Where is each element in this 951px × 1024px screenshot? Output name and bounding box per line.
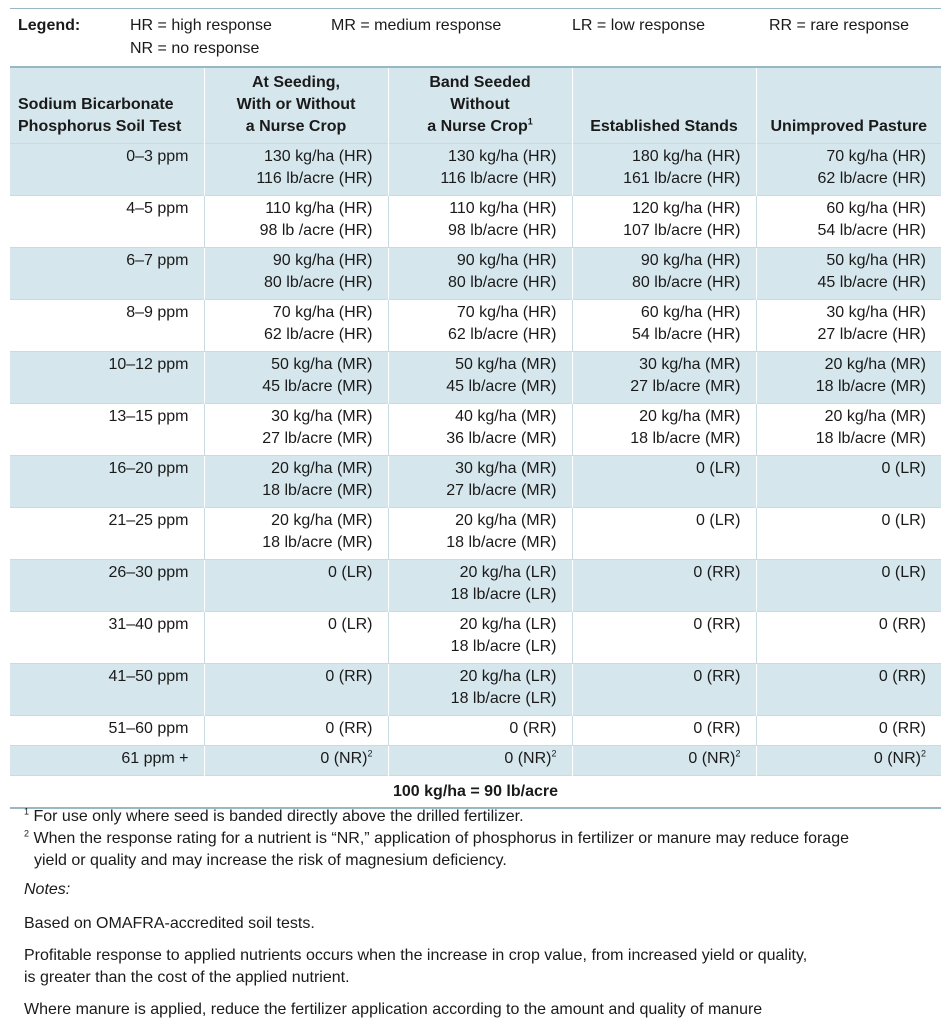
rate-cell (756, 144, 941, 196)
rate-value: 30 kg/ha (MR) (271, 408, 373, 425)
rate-cell (756, 560, 941, 612)
rate-cell (204, 746, 388, 776)
soil-test-range: 8–9 ppm (10, 300, 204, 352)
rate-value: 50 kg/ha (HR) (826, 252, 926, 269)
rate-value: 0 (RR) (693, 668, 741, 685)
rate-value: 54 lb/acre (HR) (632, 326, 741, 343)
footnote-1-mark: 1 (24, 806, 30, 817)
rate-value: 98 lb/acre (HR) (448, 222, 557, 239)
rate-value: 0 (RR) (325, 668, 373, 685)
legend-lr: LR = low response (572, 17, 705, 34)
table-row (10, 746, 941, 776)
footnote-ref: 2 (551, 748, 557, 759)
rate-value: 60 kg/ha (HR) (826, 200, 926, 217)
rate-cell (756, 248, 941, 300)
conversion-note: 100 kg/ha = 90 lb/acre (10, 776, 941, 809)
table-footer (10, 776, 941, 809)
footnote-2-line-2: yield or quality and may increase the risk of magnesium deficiency. (34, 852, 507, 869)
column-header-line: a Nurse Crop (427, 118, 528, 135)
rate-value: 30 kg/ha (MR) (639, 356, 741, 373)
rate-value: 116 lb/acre (HR) (440, 170, 557, 187)
rate-value: 60 kg/ha (HR) (640, 304, 741, 321)
rate-value: 130 kg/ha (HR) (448, 148, 557, 165)
rate-value: 27 lb/acre (MR) (630, 378, 741, 395)
rate-value: 98 lb /acre (HR) (259, 222, 373, 239)
table-row (10, 612, 941, 664)
legend-rr: RR = rare response (769, 17, 910, 34)
rate-value: 18 lb/acre (MR) (446, 534, 557, 551)
column-header-line: a Nurse Crop (245, 118, 347, 135)
rate-cell (572, 248, 756, 300)
note-1: Based on OMAFRA-accredited soil tests. (24, 915, 315, 932)
rate-cell (388, 746, 572, 776)
rate-cell (388, 248, 572, 300)
rate-value: 30 kg/ha (MR) (455, 460, 557, 477)
column-header-line: Established Stands (590, 118, 738, 135)
rate-value: 0 (RR) (693, 564, 741, 581)
rate-cell (756, 664, 941, 716)
rate-cell (756, 612, 941, 664)
rate-value: 161 lb/acre (HR) (623, 170, 741, 187)
footnote-2-line-1: When the response rating for a nutrient is “NR,” application of phosphorus in fertilizer or manure may reduce forage (33, 830, 849, 847)
rate-value: 70 kg/ha (HR) (826, 148, 926, 165)
rate-cell (388, 716, 572, 746)
table-row (10, 196, 941, 248)
soil-test-range: 21–25 ppm (10, 508, 204, 560)
rate-cell (204, 664, 388, 716)
column-header-0 (10, 67, 204, 144)
rate-cell (572, 716, 756, 746)
column-header-4 (756, 67, 941, 144)
rate-value: 45 lb/acre (MR) (446, 378, 557, 395)
rate-value: 110 kg/ha (HR) (449, 200, 557, 217)
rate-value: 0 (LR) (328, 616, 373, 633)
rate-value: 116 lb/acre (HR) (256, 170, 373, 187)
rate-cell (204, 716, 388, 746)
rate-value: 110 kg/ha (HR) (265, 200, 373, 217)
rate-value: 45 lb/acre (MR) (262, 378, 373, 395)
table-row (10, 508, 941, 560)
rate-cell (572, 352, 756, 404)
rate-value: 36 lb/acre (MR) (446, 430, 557, 447)
rate-value: 90 kg/ha (HR) (272, 252, 373, 269)
note-2-line-2: is greater than the cost of the applied nutrient. (24, 969, 350, 986)
footnote-ref: 2 (735, 748, 741, 759)
rate-cell (572, 612, 756, 664)
soil-test-range: 13–15 ppm (10, 404, 204, 456)
rate-cell (756, 746, 941, 776)
rate-value: 0 (NR) (504, 750, 552, 767)
soil-test-range: 10–12 ppm (10, 352, 204, 404)
rate-value: 80 lb/acre (HR) (448, 274, 557, 291)
rate-value: 70 kg/ha (HR) (272, 304, 373, 321)
rate-value: 180 kg/ha (HR) (632, 148, 741, 165)
rate-cell (572, 560, 756, 612)
rate-value: 90 kg/ha (HR) (456, 252, 557, 269)
note-2-line-1: Profitable response to applied nutrients occurs when the increase in crop value, from increased yield or quality, (24, 947, 808, 964)
rate-cell (388, 404, 572, 456)
soil-test-range: 16–20 ppm (10, 456, 204, 508)
rate-value: 50 kg/ha (MR) (271, 356, 373, 373)
rate-cell (204, 144, 388, 196)
rate-cell (572, 508, 756, 560)
table-row (10, 456, 941, 508)
rate-value: 18 lb/acre (MR) (815, 378, 926, 395)
note-3: Where manure is applied, reduce the fertilizer application according to the amount and quality of manure (24, 1001, 763, 1018)
column-header-line: Without (450, 96, 510, 113)
column-header-line: Band Seeded (429, 74, 531, 91)
rate-cell (756, 404, 941, 456)
rate-value: 0 (RR) (878, 668, 926, 685)
rate-cell (204, 248, 388, 300)
soil-test-range: 6–7 ppm (10, 248, 204, 300)
legend-title: Legend: (18, 17, 81, 34)
rate-value: 18 lb/acre (MR) (262, 482, 373, 499)
rate-value: 0 (LR) (696, 512, 741, 529)
rate-value: 0 (LR) (328, 564, 373, 581)
phosphorus-rate-table (10, 66, 941, 809)
rate-value: 0 (RR) (509, 720, 557, 737)
rate-value: 54 lb/acre (HR) (817, 222, 926, 239)
footnote-ref: 2 (367, 748, 373, 759)
rate-value: 62 lb/acre (HR) (264, 326, 373, 343)
rate-cell (388, 560, 572, 612)
rate-value: 20 kg/ha (MR) (271, 460, 373, 477)
rate-cell (388, 612, 572, 664)
rate-value: 45 lb/acre (HR) (817, 274, 926, 291)
rate-cell (204, 612, 388, 664)
soil-test-range: 61 ppm + (10, 746, 204, 776)
rate-value: 20 kg/ha (MR) (271, 512, 373, 529)
rate-value: 18 lb/acre (LR) (450, 690, 557, 707)
rate-value: 0 (LR) (881, 564, 926, 581)
rate-cell (756, 352, 941, 404)
rate-value: 0 (LR) (881, 512, 926, 529)
rate-cell (204, 508, 388, 560)
table-header (10, 67, 941, 144)
rate-value: 27 lb/acre (MR) (262, 430, 373, 447)
rate-value: 18 lb/acre (MR) (815, 430, 926, 447)
soil-test-range: 41–50 ppm (10, 664, 204, 716)
rate-cell (204, 560, 388, 612)
rate-value: 30 kg/ha (HR) (826, 304, 926, 321)
rate-cell (204, 196, 388, 248)
rate-cell (388, 456, 572, 508)
rate-cell (572, 300, 756, 352)
legend-hr: HR = high response (130, 17, 272, 34)
rate-cell (388, 144, 572, 196)
footnote-1-text: For use only where seed is banded directly above the drilled fertilizer. (33, 808, 524, 825)
rate-cell (756, 196, 941, 248)
rate-value: 62 lb/acre (HR) (817, 170, 926, 187)
column-header-line: Unimproved Pasture (770, 118, 927, 135)
rate-value: 18 lb/acre (LR) (450, 586, 557, 603)
rate-value: 18 lb/acre (LR) (450, 638, 557, 655)
rate-cell (388, 300, 572, 352)
rate-value: 27 lb/acre (MR) (446, 482, 557, 499)
column-header-line: With or Without (236, 96, 356, 113)
table-body (10, 144, 941, 776)
rate-value: 0 (RR) (878, 720, 926, 737)
rate-value: 18 lb/acre (MR) (630, 430, 741, 447)
legend-mr: MR = medium response (331, 17, 502, 34)
rate-cell (572, 144, 756, 196)
rate-cell (388, 508, 572, 560)
notes-title: Notes: (24, 881, 71, 898)
column-header-line: Phosphorus Soil Test (18, 118, 182, 135)
rate-value: 0 (NR) (688, 750, 736, 767)
table-row (10, 404, 941, 456)
rate-value: 0 (NR) (320, 750, 368, 767)
rate-value: 40 kg/ha (MR) (455, 408, 557, 425)
rate-value: 20 kg/ha (MR) (455, 512, 557, 529)
soil-test-range: 51–60 ppm (10, 716, 204, 746)
rate-cell (756, 716, 941, 746)
rate-value: 0 (LR) (696, 460, 741, 477)
rate-value: 50 kg/ha (MR) (455, 356, 557, 373)
rate-cell (572, 664, 756, 716)
rate-value: 120 kg/ha (HR) (632, 200, 741, 217)
soil-test-range: 4–5 ppm (10, 196, 204, 248)
rate-value: 20 kg/ha (MR) (824, 356, 926, 373)
note-2 (24, 945, 924, 989)
column-header-3 (572, 67, 756, 144)
footnote-ref: 2 (920, 748, 926, 759)
footnote-ref: 1 (527, 116, 533, 127)
table-row (10, 664, 941, 716)
column-header-line: Sodium Bicarbonate (18, 96, 174, 113)
rate-value: 80 lb/acre (HR) (264, 274, 373, 291)
rate-value: 107 lb/acre (HR) (623, 222, 741, 239)
soil-test-range: 31–40 ppm (10, 612, 204, 664)
rate-value: 18 lb/acre (MR) (262, 534, 373, 551)
rate-cell (204, 456, 388, 508)
rate-value: 20 kg/ha (MR) (824, 408, 926, 425)
table-row (10, 716, 941, 746)
rate-value: 20 kg/ha (LR) (459, 616, 557, 633)
rate-cell (756, 300, 941, 352)
column-header-2 (388, 67, 572, 144)
rate-cell (756, 456, 941, 508)
rate-cell (572, 456, 756, 508)
rate-cell (204, 404, 388, 456)
rate-value: 80 lb/acre (HR) (632, 274, 741, 291)
footnote-2-mark: 2 (24, 828, 30, 839)
table-row (10, 300, 941, 352)
footnote-1 (24, 806, 524, 828)
table-row (10, 248, 941, 300)
rate-cell (204, 352, 388, 404)
rate-cell (572, 404, 756, 456)
table-row (10, 352, 941, 404)
soil-test-range: 0–3 ppm (10, 144, 204, 196)
rate-cell (572, 196, 756, 248)
rate-cell (388, 664, 572, 716)
column-header-1 (204, 67, 388, 144)
table-row (10, 560, 941, 612)
rate-cell (572, 746, 756, 776)
rate-cell (756, 508, 941, 560)
rate-value: 20 kg/ha (LR) (459, 668, 557, 685)
rate-value: 130 kg/ha (HR) (264, 148, 373, 165)
rate-value: 70 kg/ha (HR) (456, 304, 557, 321)
legend (10, 8, 941, 63)
rate-value: 0 (RR) (693, 720, 741, 737)
rate-value: 0 (RR) (878, 616, 926, 633)
rate-cell (204, 300, 388, 352)
legend-nr: NR = no response (130, 40, 260, 57)
rate-cell (388, 196, 572, 248)
rate-value: 0 (NR) (873, 750, 921, 767)
rate-value: 0 (LR) (881, 460, 926, 477)
rate-value: 0 (RR) (325, 720, 373, 737)
rate-value: 0 (RR) (693, 616, 741, 633)
rate-value: 20 kg/ha (MR) (639, 408, 741, 425)
rate-value: 20 kg/ha (LR) (459, 564, 557, 581)
rate-value: 90 kg/ha (HR) (640, 252, 741, 269)
footnote-2 (24, 828, 939, 872)
column-header-line: At Seeding, (251, 74, 340, 91)
header-row (10, 67, 941, 144)
rate-value: 27 lb/acre (HR) (817, 326, 926, 343)
rate-cell (388, 352, 572, 404)
table-row (10, 144, 941, 196)
rate-value: 62 lb/acre (HR) (448, 326, 557, 343)
soil-test-range: 26–30 ppm (10, 560, 204, 612)
